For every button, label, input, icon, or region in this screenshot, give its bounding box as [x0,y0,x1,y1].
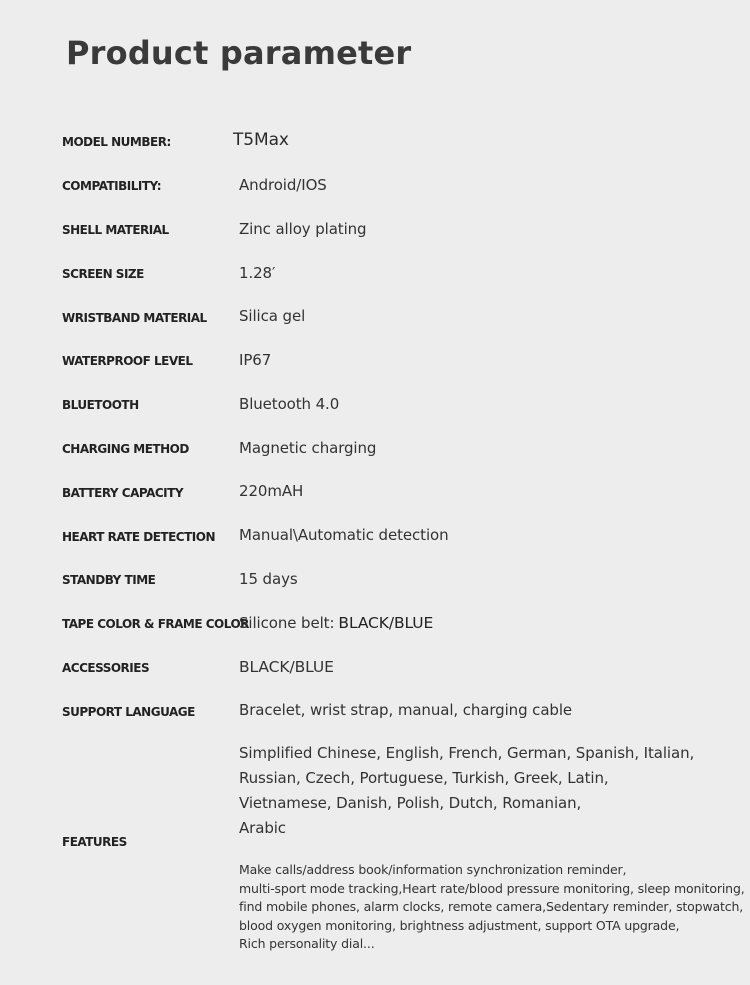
param-value-tape-frame-color [239,613,433,633]
param-value-battery-capacity: 220mAH [239,482,304,500]
page-title: Product parameter [66,34,412,72]
param-label-tape-frame-color: TAPE COLOR & FRAME COLOR [62,617,249,631]
param-value-bluetooth: Bluetooth 4.0 [239,395,340,413]
param-label-compatibility: COMPATIBILITY: [62,179,162,193]
param-value-accessories: BLACK/BLUE [239,658,334,676]
languages-line: Arabic [239,819,286,837]
param-value-screen-size: 1.28′ [239,264,276,282]
param-label-shell-material: SHELL MATERIAL [62,223,169,237]
param-label-accessories: ACCESSORIES [62,661,150,675]
param-value-charging-method: Magnetic charging [239,439,377,457]
param-value-tape-colors: BLACK/BLUE [338,614,434,632]
languages-list [239,741,694,841]
languages-line: Russian, Czech, Portuguese, Turkish, Greek, Latin, [239,769,609,787]
param-value-waterproof-level: IP67 [239,351,272,369]
param-value-model-number: T5Max [233,130,289,150]
param-label-features: FEATURES [62,835,127,849]
features-line: find mobile phones, alarm clocks, remote camera,Sedentary reminder, stopwatch, [239,899,744,915]
param-label-charging-method: CHARGING METHOD [62,442,189,456]
param-value-support-language: Bracelet, wrist strap, manual, charging cable [239,701,573,719]
param-label-screen-size: SCREEN SIZE [62,267,144,281]
param-value-standby-time: 15 days [239,570,298,588]
param-label-heart-rate-detection: HEART RATE DETECTION [62,530,215,544]
param-label-support-language: SUPPORT LANGUAGE [62,705,195,719]
param-value-shell-material: Zinc alloy plating [239,220,367,238]
features-line: blood oxygen monitoring, brightness adjustment, support OTA upgrade, [239,917,680,933]
param-value-compatibility: Android/IOS [239,176,327,194]
param-label-model-number: MODEL NUMBER: [62,135,171,149]
param-label-standby-time: STANDBY TIME [62,573,156,587]
param-value-tape-prefix: Silicone belt: [239,614,335,632]
languages-line: Simplified Chinese, English, French, German, Spanish, Italian, [239,744,695,762]
param-label-wristband-material: WRISTBAND MATERIAL [62,311,207,325]
languages-line: Vietnamese, Danish, Polish, Dutch, Romanian, [239,794,582,812]
features-line: multi-sport mode tracking,Heart rate/blood pressure monitoring, sleep monitoring, [239,880,745,896]
param-label-bluetooth: BLUETOOTH [62,398,139,412]
param-label-waterproof-level: WATERPROOF LEVEL [62,354,193,368]
features-line: Rich personality dial... [239,936,375,952]
param-value-heart-rate-detection: Manual\Automatic detection [239,526,449,544]
features-list [239,861,745,954]
features-line: Make calls/address book/information synchronization reminder, [239,862,627,877]
param-label-battery-capacity: BATTERY CAPACITY [62,486,184,500]
param-value-wristband-material: Silica gel [239,307,306,325]
